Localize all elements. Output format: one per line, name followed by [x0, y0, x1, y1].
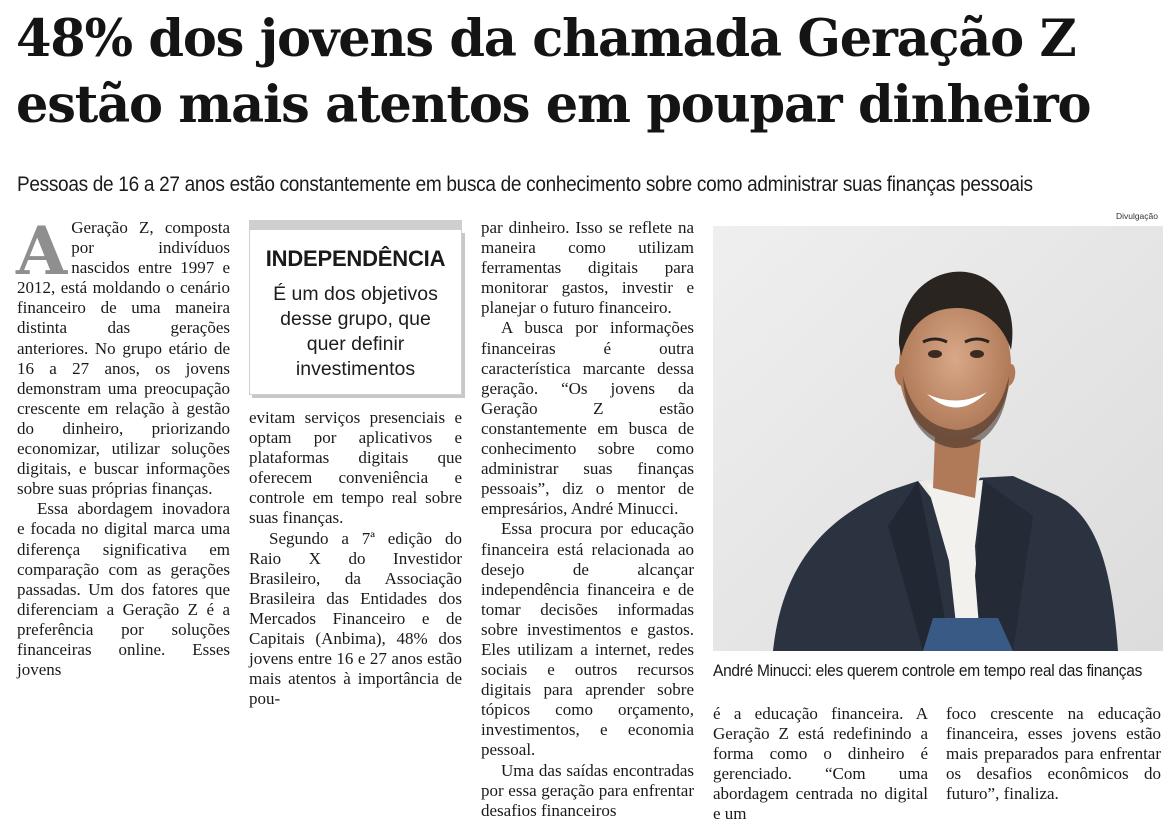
paragraph: Essa abordagem inovadora e focada no digital marca uma diferença significativa em comparação com as gerações passadas. Um dos fatores que diferenciam a Geração Z é a preferência por soluções financeiras online. Esses jovens [17, 499, 230, 680]
paragraph: A busca por informações financeiras é outra característica marcante dessa geração. “Os jovens da Geração Z estão constantemente em busca de conhecimento sobre como administrar suas finanças pessoais”, diz o mentor de empresários, André Minucci. [481, 318, 694, 519]
headline [16, 6, 1161, 138]
headline-line-2: estão mais atentos em poupar dinheiro [16, 75, 1091, 135]
subheadline: Pessoas de 16 a 27 anos estão constantemente em busca de conhecimento sobre como administrar suas finanças pessoais [17, 172, 1033, 196]
paragraph: Uma das saídas encontradas por essa geração para enfrentar desafios financeiros [481, 760, 694, 820]
highlight-box [249, 220, 462, 395]
paragraph: é a educação financeira. A Geração Z está redefinindo a forma como o dinheiro é gerenciado. “Com uma abordagem centrada no digital e um [713, 704, 928, 824]
paragraph-text: Geração Z, composta por indivíduos nascidos entre 1997 e 2012, está moldando o cenário financeiro de uma maneira distinta das gerações anteriores. No grupo etário de 16 a 27 anos, os jovens demonstram uma preocupação crescente em relação à gestão do dinheiro, priorizando economizar, utilizar soluções digitais, e buscar informações sobre suas próprias finanças. [17, 218, 230, 499]
paragraph: Segundo a 7ª edição do Raio X do Investidor Brasileiro, da Associação Brasileira das Entidades dos Mercados Financeiro e de Capitais (Anbima), 48% dos jovens entre 16 e 27 anos estão mais atentos à importância de pou- [249, 528, 462, 709]
paragraph: Essa procura por educação financeira está relacionada ao desejo de alcançar independência financeira e de tomar decisões informadas sobre investimentos e gastos. Eles utilizam a internet, redes sociais e outros recursos digitais para aprender sobre tópicos como orçamento, investimentos, e economia pessoal. [481, 519, 694, 760]
paragraph: foco crescente na educação financeira, esses jovens estão mais preparados para enfrentar os desafios econômicos do futuro”, finaliza. [946, 704, 1161, 804]
article-column-1 [16, 212, 230, 680]
photo-caption: André Minucci: eles querem controle em tempo real das finanças [713, 662, 1143, 680]
paragraph [16, 212, 230, 499]
article-column-3 [481, 218, 694, 821]
portrait-photo [713, 226, 1163, 651]
paragraph: par dinheiro. Isso se reflete na maneira como utilizam ferramentas digitais para monitorar gastos, investir e planejar o futuro financeiro. [481, 218, 694, 318]
highlight-box-title: INDEPENDÊNCIA [265, 246, 446, 271]
portrait-illustration [713, 226, 1163, 651]
drop-cap: A [16, 212, 68, 290]
paragraph: evitam serviços presenciais e optam por aplicativos e plataformas digitais que oferecem conveniência e controle em tempo real sobre suas finanças. [249, 408, 462, 528]
article-column-4 [713, 704, 928, 825]
highlight-box-text: É um dos objetivos desse grupo, que quer definir investimentos [273, 283, 438, 380]
headline-line-1: 48% dos jovens da chamada Geração Z [16, 9, 1076, 69]
article-column-2 [249, 408, 462, 709]
photo-credit: Divulgação [1115, 211, 1158, 221]
article-column-5 [946, 704, 1161, 804]
